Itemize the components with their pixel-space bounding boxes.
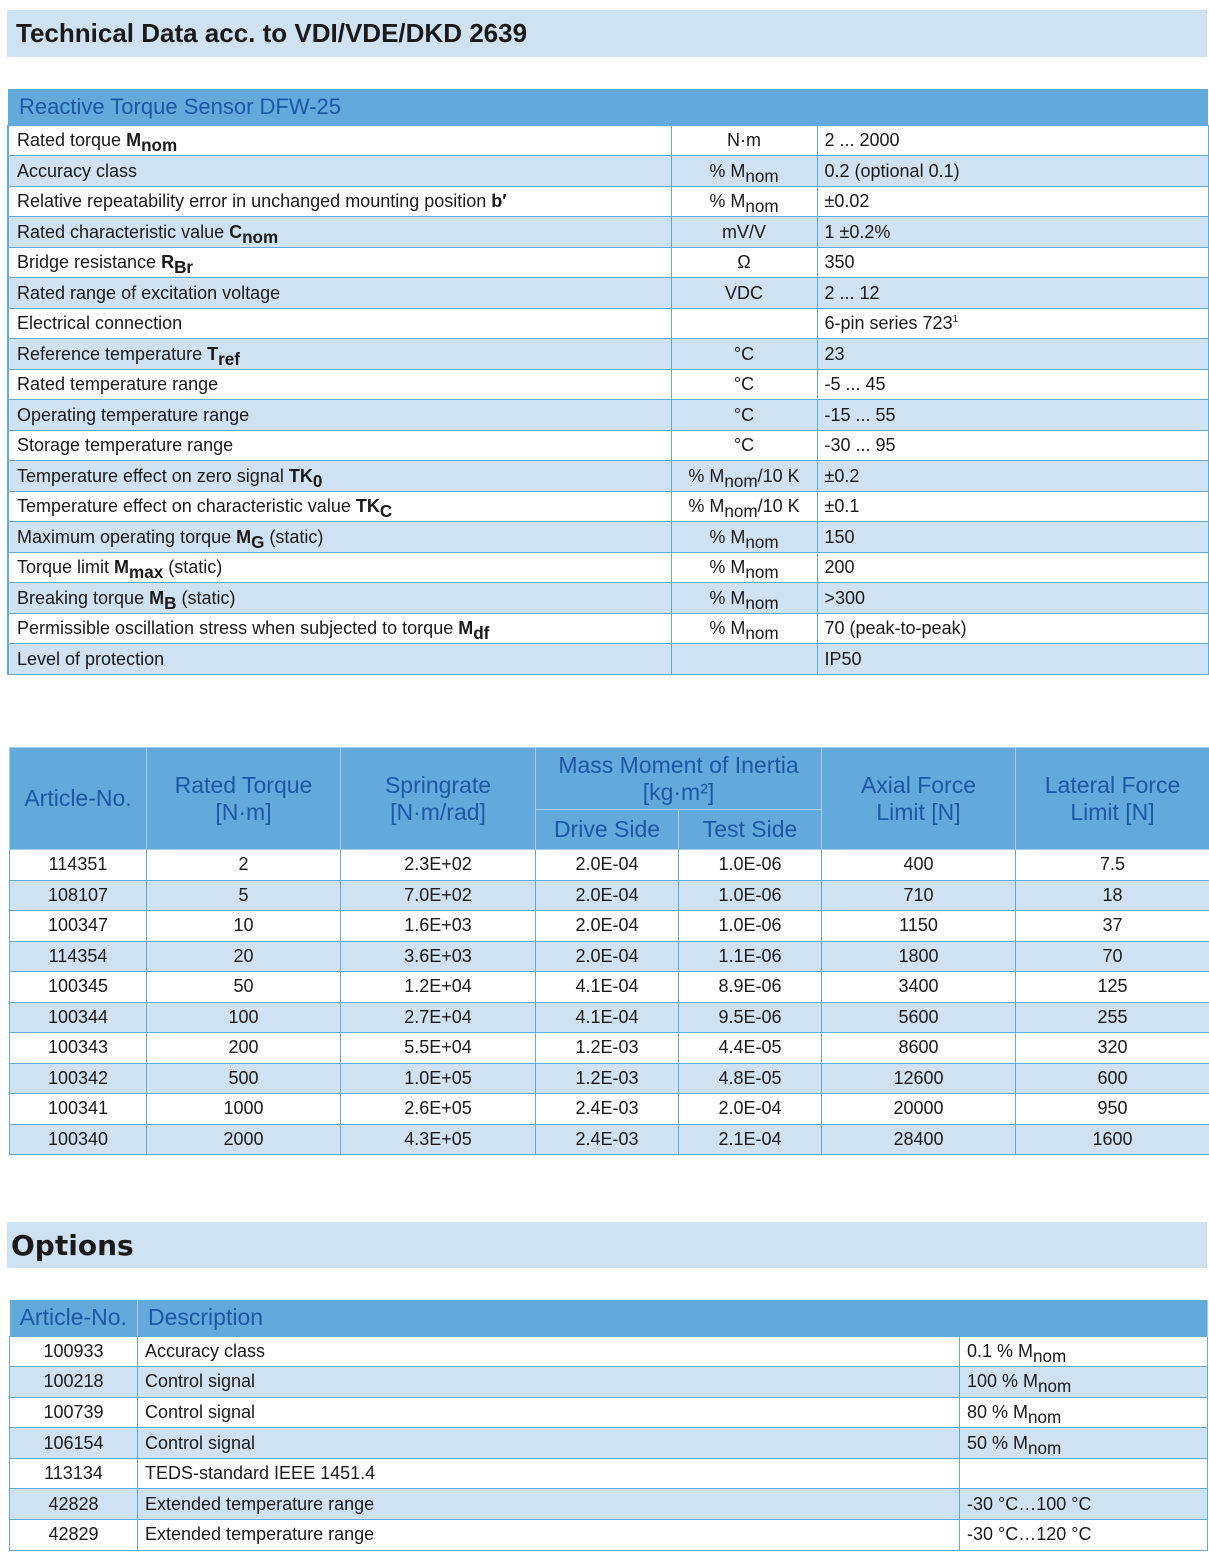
spec-row	[8, 522, 1208, 553]
label-text: Level of protection	[17, 648, 165, 669]
springrate-cell: 1.6E+03	[341, 911, 536, 942]
springrate-cell: 1.2E+04	[341, 972, 536, 1003]
symbol: M	[114, 557, 130, 578]
option-description: Control signal	[138, 1367, 960, 1398]
value-text: 350	[824, 252, 855, 273]
option-row	[10, 1367, 1208, 1398]
spec-value	[817, 400, 1208, 431]
symbol-subscript: G	[251, 532, 265, 552]
lateral-force-limit-cell: 255	[1016, 1002, 1209, 1033]
spec-row	[8, 339, 1208, 370]
inertia-test-side-cell: 1.1E-06	[679, 941, 822, 972]
spec-label	[8, 186, 671, 217]
spec-row	[8, 552, 1208, 583]
springrate-cell: 2.6E+05	[341, 1094, 536, 1125]
col-springrate: Springrate [N·m/rad]	[341, 748, 536, 850]
value-text: ±0.2	[824, 465, 860, 486]
symbol-subscript: ref	[218, 349, 240, 369]
article-no-cell: 100345	[10, 972, 147, 1003]
symbol: C	[229, 221, 243, 242]
option-value-subscript: nom	[1028, 1407, 1062, 1427]
option-description: Extended temperature range	[138, 1520, 960, 1551]
springrate-cell: 2.7E+04	[341, 1002, 536, 1033]
symbol-subscript: max	[129, 563, 164, 583]
inertia-drive-side-cell: 2.4E-03	[536, 1124, 679, 1155]
spec-unit	[671, 613, 817, 644]
lateral-force-limit-cell: 320	[1016, 1033, 1209, 1064]
col-test-side: Test Side	[679, 810, 822, 850]
spec-row	[8, 461, 1208, 492]
axial-force-limit-cell: 400	[822, 850, 1016, 881]
label-text: Rated torque	[17, 130, 127, 151]
symbol: b′	[491, 191, 507, 212]
inertia-drive-side-cell: 1.2E-03	[536, 1063, 679, 1094]
article-row	[10, 1094, 1209, 1125]
value-text: 200	[824, 557, 855, 578]
technical-data-title: Technical Data acc. to VDI/VDE/DKD 2639	[7, 10, 1207, 57]
spec-value	[817, 186, 1208, 217]
spec-label	[8, 278, 671, 309]
value-text: ±0.1	[824, 496, 860, 517]
spec-row	[8, 278, 1208, 309]
spec-unit	[671, 461, 817, 492]
rated-torque-cell: 2000	[147, 1124, 341, 1155]
inertia-test-side-cell: 9.5E-06	[679, 1002, 822, 1033]
label-text: Bridge resistance	[17, 252, 162, 273]
options-table	[9, 1300, 1208, 1551]
label-suffix: (static)	[264, 526, 324, 547]
article-row	[10, 941, 1209, 972]
option-value	[960, 1489, 1208, 1520]
unit-text: °C	[733, 404, 755, 425]
col-mass-moment-inertia: Mass Moment of Inertia [kg·m²]	[536, 748, 822, 810]
spec-unit	[671, 552, 817, 583]
symbol-subscript: Br	[174, 258, 194, 278]
option-description: Extended temperature range	[138, 1489, 960, 1520]
unit-text: % M	[709, 191, 746, 212]
col-drive-side: Drive Side	[536, 810, 679, 850]
option-value	[960, 1367, 1208, 1398]
option-value	[960, 1520, 1208, 1551]
spec-value	[817, 583, 1208, 614]
springrate-cell: 1.0E+05	[341, 1063, 536, 1094]
article-row	[10, 850, 1209, 881]
value-text: -5 ... 45	[824, 374, 886, 395]
spec-unit	[671, 522, 817, 553]
value-text: 150	[824, 526, 855, 547]
rated-torque-cell: 200	[147, 1033, 341, 1064]
option-description: Control signal	[138, 1428, 960, 1459]
spec-value	[817, 278, 1208, 309]
lateral-force-limit-cell: 7.5	[1016, 850, 1209, 881]
unit-text: % M	[709, 526, 746, 547]
label-text: Operating temperature range	[17, 404, 250, 425]
option-article-no: 42829	[10, 1520, 138, 1551]
label-text: Permissible oscillation stress when subjected to torque	[17, 618, 459, 639]
spec-label	[8, 369, 671, 400]
spec-value	[817, 247, 1208, 278]
unit-suffix: /10 K	[757, 465, 800, 486]
axial-force-limit-cell: 710	[822, 880, 1016, 911]
spec-value	[817, 491, 1208, 522]
axial-force-limit-cell: 3400	[822, 972, 1016, 1003]
inertia-test-side-cell: 2.0E-04	[679, 1094, 822, 1125]
spec-row	[8, 156, 1208, 187]
spec-row	[8, 491, 1208, 522]
option-value-text: 100 % M	[967, 1371, 1039, 1392]
option-value-subscript: nom	[1028, 1438, 1062, 1458]
axial-force-limit-cell: 12600	[822, 1063, 1016, 1094]
inertia-test-side-cell: 4.8E-05	[679, 1063, 822, 1094]
spec-table-caption: Reactive Torque Sensor DFW-25	[8, 89, 1208, 125]
unit-subscript: nom	[745, 624, 779, 644]
article-no-cell: 100341	[10, 1094, 147, 1125]
value-text: -30 ... 95	[824, 435, 896, 456]
label-text: Rated temperature range	[17, 374, 219, 395]
rated-torque-cell: 500	[147, 1063, 341, 1094]
value-text: IP50	[824, 648, 862, 669]
option-article-no: 100739	[10, 1397, 138, 1428]
axial-force-limit-cell: 28400	[822, 1124, 1016, 1155]
article-no-cell: 114351	[10, 850, 147, 881]
unit-subscript: nom	[724, 471, 758, 491]
label-suffix: (static)	[163, 557, 223, 578]
spec-label	[8, 644, 671, 675]
axial-force-limit-cell: 1800	[822, 941, 1016, 972]
rated-torque-cell: 10	[147, 911, 341, 942]
springrate-cell: 2.3E+02	[341, 850, 536, 881]
spec-value	[817, 613, 1208, 644]
spec-row	[8, 583, 1208, 614]
inertia-drive-side-cell: 4.1E-04	[536, 1002, 679, 1033]
springrate-cell: 3.6E+03	[341, 941, 536, 972]
unit-text: % M	[709, 557, 746, 578]
label-suffix: (static)	[176, 587, 236, 608]
value-text: >300	[824, 587, 866, 608]
option-row	[10, 1428, 1208, 1459]
symbol: T	[207, 343, 219, 364]
spec-label	[8, 156, 671, 187]
symbol-subscript: nom	[242, 227, 279, 247]
spec-row	[8, 369, 1208, 400]
lateral-force-limit-cell: 125	[1016, 972, 1209, 1003]
spec-unit	[671, 308, 817, 339]
article-no-cell: 114354	[10, 941, 147, 972]
option-row	[10, 1458, 1208, 1489]
col-rated-torque: Rated Torque [N·m]	[147, 748, 341, 850]
label-text: Storage temperature range	[17, 435, 234, 456]
spec-value	[817, 644, 1208, 675]
option-row	[10, 1336, 1208, 1367]
value-text: 23	[824, 343, 845, 364]
spec-value	[817, 461, 1208, 492]
spec-unit	[671, 278, 817, 309]
option-value-text: 50 % M	[967, 1432, 1029, 1453]
option-value	[960, 1428, 1208, 1459]
symbol-subscript: df	[473, 624, 490, 644]
inertia-test-side-cell: 4.4E-05	[679, 1033, 822, 1064]
option-value	[960, 1458, 1208, 1489]
spec-value	[817, 308, 1208, 339]
value-text: -15 ... 55	[824, 404, 896, 425]
article-no-cell: 100347	[10, 911, 147, 942]
spec-unit	[671, 369, 817, 400]
label-text: Temperature effect on characteristic value	[17, 496, 356, 517]
axial-force-limit-cell: 8600	[822, 1033, 1016, 1064]
spec-value	[817, 339, 1208, 370]
unit-suffix: /10 K	[757, 496, 800, 517]
col-option-article-no: Article-No.	[10, 1300, 138, 1336]
option-description: Control signal	[138, 1397, 960, 1428]
spec-row	[8, 247, 1208, 278]
inertia-test-side-cell: 8.9E-06	[679, 972, 822, 1003]
value-text: 6-pin series 723	[824, 313, 953, 334]
spec-row	[8, 217, 1208, 248]
spec-unit	[671, 491, 817, 522]
spec-row	[8, 308, 1208, 339]
unit-text: °C	[733, 343, 755, 364]
label-text: Reference temperature	[17, 343, 208, 364]
unit-subscript: nom	[745, 563, 779, 583]
option-value-text: 80 % M	[967, 1401, 1029, 1422]
spec-unit	[671, 400, 817, 431]
spec-unit	[671, 247, 817, 278]
spec-unit	[671, 583, 817, 614]
lateral-force-limit-cell: 18	[1016, 880, 1209, 911]
symbol-subscript: B	[164, 593, 177, 613]
spec-label	[8, 247, 671, 278]
spec-label	[8, 461, 671, 492]
spec-label	[8, 125, 671, 156]
symbol: M	[149, 587, 165, 608]
option-article-no: 42828	[10, 1489, 138, 1520]
inertia-test-side-cell: 1.0E-06	[679, 911, 822, 942]
symbol: M	[458, 618, 474, 639]
option-description: Accuracy class	[138, 1336, 960, 1367]
value-text: 2 ... 2000	[824, 130, 900, 151]
label-text: Temperature effect on zero signal	[17, 465, 289, 486]
unit-text: % M	[709, 160, 746, 181]
symbol-subscript: 0	[312, 471, 323, 491]
spec-unit	[671, 186, 817, 217]
spec-value	[817, 430, 1208, 461]
unit-subscript: nom	[745, 532, 779, 552]
spec-row	[8, 125, 1208, 156]
springrate-cell: 5.5E+04	[341, 1033, 536, 1064]
unit-text: % M	[709, 587, 746, 608]
spec-label	[8, 552, 671, 583]
rated-torque-cell: 100	[147, 1002, 341, 1033]
inertia-drive-side-cell: 2.4E-03	[536, 1094, 679, 1125]
value-text: ±0.02	[824, 191, 870, 212]
option-value	[960, 1336, 1208, 1367]
spec-unit	[671, 125, 817, 156]
spec-table	[7, 89, 1209, 675]
label-text: Rated range of excitation voltage	[17, 282, 281, 303]
symbol: M	[236, 526, 252, 547]
spec-value	[817, 156, 1208, 187]
axial-force-limit-cell: 20000	[822, 1094, 1016, 1125]
spec-label	[8, 217, 671, 248]
spec-value	[817, 552, 1208, 583]
symbol: R	[161, 252, 175, 273]
lateral-force-limit-cell: 70	[1016, 941, 1209, 972]
value-text: 0.2 (optional 0.1)	[824, 160, 960, 181]
rated-torque-cell: 2	[147, 850, 341, 881]
inertia-test-side-cell: 2.1E-04	[679, 1124, 822, 1155]
label-text: Accuracy class	[17, 160, 138, 181]
col-axial-force: Axial Force Limit [N]	[822, 748, 1016, 850]
spec-label	[8, 613, 671, 644]
col-lateral-force: Lateral Force Limit [N]	[1016, 748, 1209, 850]
spec-label	[8, 430, 671, 461]
symbol-subscript: C	[379, 502, 393, 522]
inertia-drive-side-cell: 4.1E-04	[536, 972, 679, 1003]
spec-row	[8, 644, 1208, 675]
article-no-cell: 100344	[10, 1002, 147, 1033]
spec-label	[8, 339, 671, 370]
spec-unit	[671, 430, 817, 461]
unit-text: % M	[688, 465, 725, 486]
unit-text: % M	[688, 496, 725, 517]
article-row	[10, 972, 1209, 1003]
lateral-force-limit-cell: 950	[1016, 1094, 1209, 1125]
article-table	[9, 747, 1209, 1155]
unit-text: °C	[733, 374, 755, 395]
article-no-cell: 108107	[10, 880, 147, 911]
article-row	[10, 1124, 1209, 1155]
spec-row	[8, 613, 1208, 644]
axial-force-limit-cell: 1150	[822, 911, 1016, 942]
article-row	[10, 1063, 1209, 1094]
inertia-drive-side-cell: 2.0E-04	[536, 911, 679, 942]
spec-value	[817, 125, 1208, 156]
inertia-test-side-cell: 1.0E-06	[679, 850, 822, 881]
value-text: 70 (peak-to-peak)	[824, 618, 967, 639]
spec-value	[817, 369, 1208, 400]
spec-value	[817, 217, 1208, 248]
unit-subscript: nom	[745, 197, 779, 217]
unit-text: % M	[709, 618, 746, 639]
unit-text: Ω	[737, 252, 751, 273]
col-article-no: Article-No.	[10, 748, 147, 850]
article-row	[10, 1033, 1209, 1064]
inertia-drive-side-cell: 2.0E-04	[536, 850, 679, 881]
unit-text: mV/V	[721, 221, 766, 242]
value-text: 2 ... 12	[824, 282, 880, 303]
spec-row	[8, 430, 1208, 461]
spec-label	[8, 308, 671, 339]
lateral-force-limit-cell: 600	[1016, 1063, 1209, 1094]
lateral-force-limit-cell: 37	[1016, 911, 1209, 942]
option-article-no: 113134	[10, 1458, 138, 1489]
spec-value	[817, 522, 1208, 553]
label-text: Relative repeatability error in unchanged mounting position	[17, 191, 492, 212]
springrate-cell: 7.0E+02	[341, 880, 536, 911]
label-text: Maximum operating torque	[17, 526, 237, 547]
spec-label	[8, 491, 671, 522]
spec-row	[8, 186, 1208, 217]
option-value-text: 0.1 % M	[967, 1340, 1034, 1361]
rated-torque-cell: 20	[147, 941, 341, 972]
springrate-cell: 4.3E+05	[341, 1124, 536, 1155]
lateral-force-limit-cell: 1600	[1016, 1124, 1209, 1155]
unit-subscript: nom	[745, 166, 779, 186]
option-row	[10, 1397, 1208, 1428]
symbol: TK	[355, 496, 380, 517]
spec-unit	[671, 644, 817, 675]
article-no-cell: 100342	[10, 1063, 147, 1094]
spec-unit	[671, 217, 817, 248]
label-text: Electrical connection	[17, 313, 183, 334]
unit-text: VDC	[724, 282, 763, 303]
option-article-no: 106154	[10, 1428, 138, 1459]
value-text: 1 ±0.2%	[824, 221, 891, 242]
inertia-drive-side-cell: 2.0E-04	[536, 880, 679, 911]
option-value-subscript: nom	[1038, 1377, 1072, 1397]
option-value-text: -30 °C…120 °C	[967, 1524, 1092, 1545]
option-description: TEDS-standard IEEE 1451.4	[138, 1458, 960, 1489]
spec-label	[8, 522, 671, 553]
inertia-test-side-cell: 1.0E-06	[679, 880, 822, 911]
unit-text: °C	[733, 435, 755, 456]
unit-subscript: nom	[745, 593, 779, 613]
inertia-drive-side-cell: 2.0E-04	[536, 941, 679, 972]
label-text: Torque limit	[17, 557, 115, 578]
article-no-cell: 100340	[10, 1124, 147, 1155]
axial-force-limit-cell: 5600	[822, 1002, 1016, 1033]
spec-label	[8, 400, 671, 431]
col-option-description: Description	[138, 1300, 1208, 1336]
rated-torque-cell: 5	[147, 880, 341, 911]
label-text: Rated characteristic value	[17, 221, 230, 242]
label-text: Breaking torque	[17, 587, 150, 608]
rated-torque-cell: 1000	[147, 1094, 341, 1125]
spec-row	[8, 400, 1208, 431]
symbol: M	[126, 130, 142, 151]
article-row	[10, 880, 1209, 911]
article-row	[10, 911, 1209, 942]
option-row	[10, 1520, 1208, 1551]
rated-torque-cell: 50	[147, 972, 341, 1003]
option-article-no: 100218	[10, 1367, 138, 1398]
option-value-subscript: nom	[1033, 1346, 1067, 1366]
symbol: TK	[288, 465, 313, 486]
article-row	[10, 1002, 1209, 1033]
article-no-cell: 100343	[10, 1033, 147, 1064]
option-row	[10, 1489, 1208, 1520]
footnote-marker: 1	[952, 314, 959, 326]
option-article-no: 100933	[10, 1336, 138, 1367]
inertia-drive-side-cell: 1.2E-03	[536, 1033, 679, 1064]
symbol-subscript: nom	[141, 136, 178, 156]
option-value	[960, 1397, 1208, 1428]
unit-text: N·m	[727, 130, 761, 151]
option-value-text: -30 °C…100 °C	[967, 1493, 1092, 1514]
spec-unit	[671, 156, 817, 187]
options-title: Options	[7, 1222, 1207, 1268]
spec-unit	[671, 339, 817, 370]
spec-label	[8, 583, 671, 614]
unit-subscript: nom	[724, 502, 758, 522]
